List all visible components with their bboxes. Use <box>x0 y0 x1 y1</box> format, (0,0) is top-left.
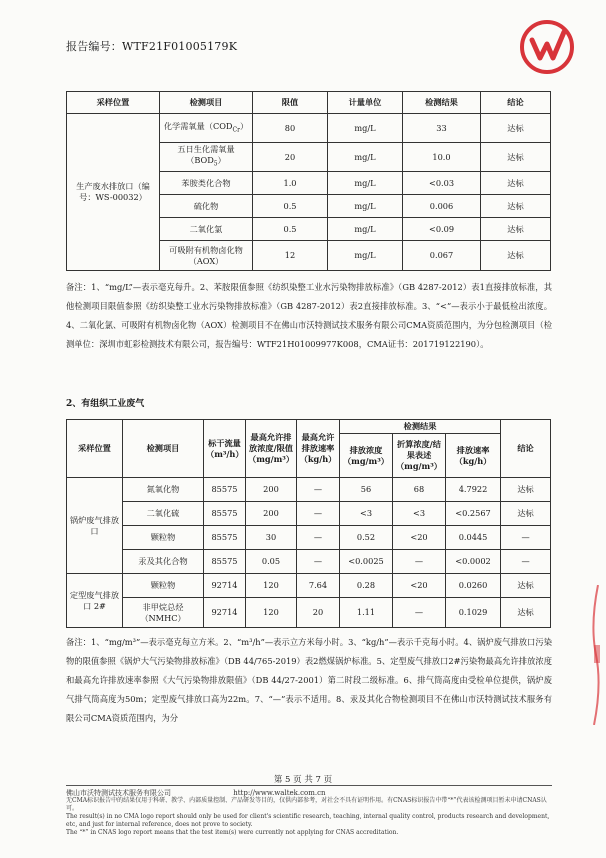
max-conc-cell: 120 <box>246 598 297 628</box>
table-header-row <box>67 420 551 434</box>
conclusion-cell: 达标 <box>481 143 551 172</box>
max-conc-cell: 200 <box>246 502 297 526</box>
table-row <box>67 114 551 143</box>
unit-cell: mg/L <box>328 114 403 143</box>
column-header: 最高允许排放浓度/限值（mg/m³） <box>246 420 297 478</box>
conv-cell: <20 <box>393 574 446 598</box>
rate-cell: 0.0260 <box>446 574 501 598</box>
max-rate-cell: — <box>297 550 340 574</box>
flow-cell: 85575 <box>204 502 246 526</box>
test-item: 五日生化需氧量$(BOD_5)$ <box>160 143 253 172</box>
test-item: 可吸附有机物卤化物（AOX） <box>160 241 253 271</box>
column-header: 采样位置 <box>67 420 123 478</box>
test-item: 颗粒物 <box>123 526 204 550</box>
flow-cell: 85575 <box>204 478 246 502</box>
conv-cell: — <box>393 550 446 574</box>
conc-cell: <0.0025 <box>340 550 393 574</box>
table-row <box>67 598 551 628</box>
rate-cell: 0.1029 <box>446 598 501 628</box>
column-header: 排放浓度（mg/m³） <box>340 434 393 478</box>
limit-cell: 12 <box>253 241 328 271</box>
max-rate-cell: — <box>297 526 340 550</box>
table-row <box>67 574 551 598</box>
test-item: 颗粒物 <box>123 574 204 598</box>
unit-cell: mg/L <box>328 143 403 172</box>
column-header: 结论 <box>501 420 551 478</box>
report-number: 报告编号：WTF21F01005179K <box>66 40 238 53</box>
wastewater-table <box>66 91 551 271</box>
column-header: 最高允许排放速率（kg/h） <box>297 420 340 478</box>
conclusion-cell: 达标 <box>481 114 551 143</box>
test-item: 化学需氧量$(COD_{Cr})$ <box>160 114 253 143</box>
max-conc-cell: 30 <box>246 526 297 550</box>
test-item: 硫化物 <box>160 195 253 218</box>
max-rate-cell: — <box>297 478 340 502</box>
column-header: 限值 <box>253 92 328 114</box>
limit-cell: 80 <box>253 114 328 143</box>
conv-cell: <20 <box>393 526 446 550</box>
conc-cell: 0.52 <box>340 526 393 550</box>
table-header-row <box>67 92 551 114</box>
conclusion-cell: 达标 <box>501 574 551 598</box>
result-cell: 0.067 <box>403 241 481 271</box>
conclusion-cell: 达标 <box>481 195 551 218</box>
conv-cell: 68 <box>393 478 446 502</box>
footer-company: 佛山市沃特测试技术服务有限公司 <box>66 789 171 797</box>
exhaust-gas-table <box>66 419 551 628</box>
footer-disclaimer-cn: 无CMA标识报告中的结果仅用于科研、教学、内部质量控制、产品研发等目的，仅供内部参考，对社会不具有证明作用。有CNAS标识报告中带“*”代表该检测项目暂未申请CNAS认可。 <box>66 797 547 812</box>
sampling-location: 定型废气排放口 2# <box>67 574 123 628</box>
limit-cell: 0.5 <box>253 218 328 241</box>
rate-cell: 4.7922 <box>446 478 501 502</box>
test-item: 苯胺类化合物 <box>160 172 253 195</box>
conc-cell: 1.11 <box>340 598 393 628</box>
result-cell: 0.006 <box>403 195 481 218</box>
conc-cell: 0.28 <box>340 574 393 598</box>
column-header: 检测项目 <box>123 420 204 478</box>
table-row <box>67 526 551 550</box>
footer-website[interactable]: http://www.waltek.com.cn <box>233 789 326 797</box>
column-header: 结论 <box>481 92 551 114</box>
company-logo <box>518 18 576 76</box>
sampling-location: 生产废水排放口（编号：WS-00032） <box>67 114 160 271</box>
rate-cell: <0.0002 <box>446 550 501 574</box>
result-cell: 33 <box>403 114 481 143</box>
column-header: 采样位置 <box>67 92 160 114</box>
unit-cell: mg/L <box>328 218 403 241</box>
conclusion-cell: 达标 <box>481 172 551 195</box>
result-cell: 10.0 <box>403 143 481 172</box>
column-group-header: 检测结果 <box>340 420 501 434</box>
section-title: 2、有组织工业废气 <box>66 399 145 409</box>
table1-remarks: 备注：1、“mg/L”—表示毫克每升。2、苯胺限值参照《纺织染整工业水污染物排放标准》（GB 4287-2012）表1直接排放标准，其他检测项目限值参照《纺织染整工业水污染物排放标准》（GB 4287-2012）表2直接排放标准。3、“<”—表示小于最低检出浓度。4、二氧化氯、可吸附有机物卤化物（AOX）检测项目不在佛山市沃特测试技术服务有限公司CMA资质范围内，为分包检测项目（检测单位：深圳市虹彩检测技术有限公司，报告编号：WTF21H01009977K008，CMA证书：201719122190）。 <box>66 282 552 349</box>
rate-cell: <0.2567 <box>446 502 501 526</box>
conclusion-cell: — <box>501 550 551 574</box>
limit-cell: 0.5 <box>253 195 328 218</box>
seal-stamp-edge <box>588 585 602 725</box>
table2-remarks: 备注：1、“mg/m³”—表示毫克每立方米。2、“m³/h”—表示立方米每小时。3、“kg/h”—表示千克每小时。4、锅炉废气排放口污染物的限值参照《锅炉大气污染物排放标准》（DB 44/765-2019）表2燃煤锅炉标准。5、定型废气排放口2#污染物最高允许排放浓度和最高允许排放速率参照《大气污染物排放限值》（DB 44/27-2001）第二时段二级标准。6、排气筒高度由受检单位提供，锅炉废气排气筒高度为50m；定型废气排放口高为22m。7、“—”表示不适用。8、汞及其化合物检测项目不在佛山市沃特测试技术服务有限公司CMA资质范围内，为分 <box>66 637 552 723</box>
conclusion-cell: — <box>501 526 551 550</box>
conc-cell: <3 <box>340 502 393 526</box>
max-conc-cell: 120 <box>246 574 297 598</box>
unit-cell: mg/L <box>328 241 403 271</box>
test-item: 氮氧化物 <box>123 478 204 502</box>
column-header: 计量单位 <box>328 92 403 114</box>
column-header: 排放速率（kg/h） <box>446 434 501 478</box>
flow-cell: 92714 <box>204 598 246 628</box>
page-number: 第 5 页 共 7 页 <box>273 775 333 785</box>
flow-cell: 85575 <box>204 526 246 550</box>
result-cell: <0.03 <box>403 172 481 195</box>
column-header: 检测结果 <box>403 92 481 114</box>
conclusion-cell: 达标 <box>481 241 551 271</box>
flow-cell: 85575 <box>204 550 246 574</box>
conc-cell: 56 <box>340 478 393 502</box>
conclusion-cell: 达标 <box>501 502 551 526</box>
max-rate-cell: 20 <box>297 598 340 628</box>
max-conc-cell: 0.05 <box>246 550 297 574</box>
max-conc-cell: 200 <box>246 478 297 502</box>
footer <box>66 789 556 837</box>
footer-cnas-note: The “*” in CNAS logo report means that the test item(s) were currently not applying for CNAS accreditation. <box>66 829 399 836</box>
test-item: 非甲烷总烃（NMHC） <box>123 598 204 628</box>
max-rate-cell: 7.64 <box>297 574 340 598</box>
limit-cell: 1.0 <box>253 172 328 195</box>
conclusion-cell: 达标 <box>501 598 551 628</box>
table-row <box>67 478 551 502</box>
conclusion-cell: 达标 <box>481 218 551 241</box>
footer-divider <box>66 785 552 786</box>
unit-cell: mg/L <box>328 172 403 195</box>
unit-cell: mg/L <box>328 195 403 218</box>
conv-cell: — <box>393 598 446 628</box>
rate-cell: 0.0445 <box>446 526 501 550</box>
column-header: 检测项目 <box>160 92 253 114</box>
column-header: 标干流量（m³/h） <box>204 420 246 478</box>
footer-disclaimer-en: The result(s) in no CMA logo report should only be used for client's scientific research, teaching, internal quality control, products research and development, etc, and just for internal reference, does not prove to society. <box>66 813 550 828</box>
conv-cell: <3 <box>393 502 446 526</box>
conclusion-cell: 达标 <box>501 478 551 502</box>
sampling-location: 锅炉废气排放口 <box>67 478 123 574</box>
column-header: 折算浓度/结果表述（mg/m³） <box>393 434 446 478</box>
test-item: 二氧化氯 <box>160 218 253 241</box>
table-row <box>67 550 551 574</box>
test-item: 二氧化硫 <box>123 502 204 526</box>
limit-cell: 20 <box>253 143 328 172</box>
result-cell: <0.09 <box>403 218 481 241</box>
test-item: 汞及其化合物 <box>123 550 204 574</box>
flow-cell: 92714 <box>204 574 246 598</box>
max-rate-cell: — <box>297 502 340 526</box>
table-row <box>67 502 551 526</box>
